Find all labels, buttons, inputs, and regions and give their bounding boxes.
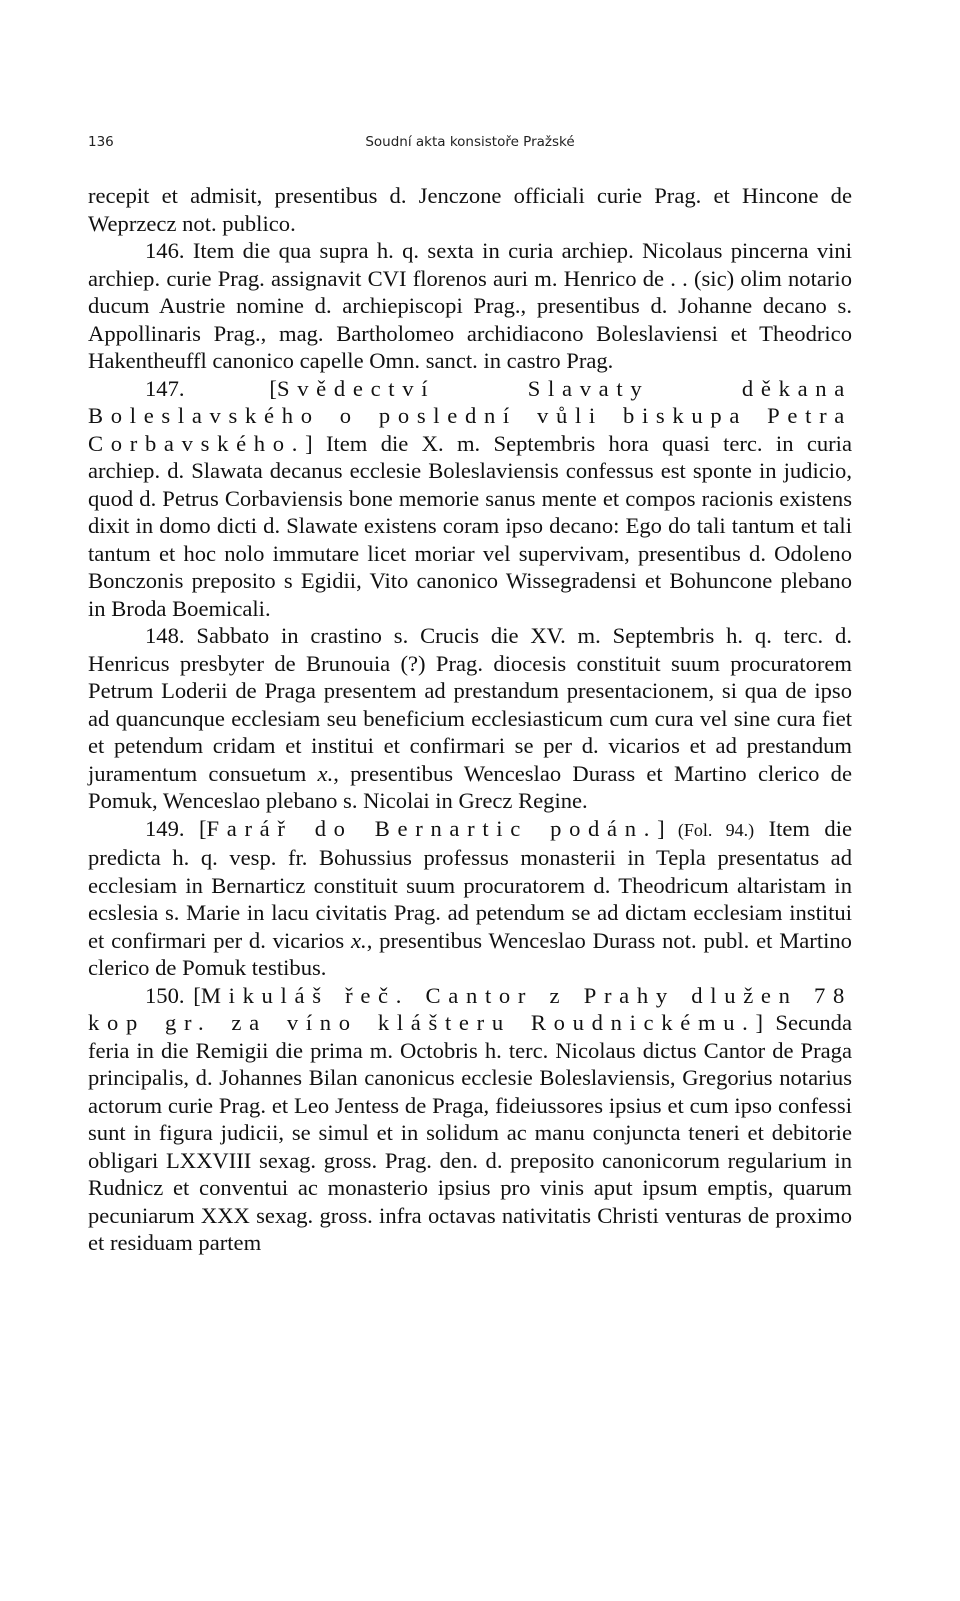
page-number: 136 [88, 134, 114, 150]
running-title: Soudní akta konsistoře Pražské [365, 134, 575, 150]
entry-149-number: 149. [ [145, 815, 207, 841]
entry-148 [88, 622, 852, 815]
entry-146-text: 146. Item die qua supra h. q. sexta in curia archiep. Nicolaus pincerna vini archiep. curie Prag. assignavit CVI florenos auri m. Henrico de . . (sic) olim notario ducum Austrie nomine d. archiepiscopi Prag., presentibus d. Johanne decano s. Appollinaris Prag., mag. Bartholomeo archidiacono Boleslaviensi et Theodrico Hakentheuffl canonico capelle Omn. sanct. in castro Prag. [88, 238, 852, 373]
entry-147-text: Item die X. m. Septembris hora quasi terc. in curia archiep. d. Slawata decanus ecclesie Boleslaviensis confessus est sponte in judicio, quod d. Petrus Corbaviensis bone memorie sanus mente et compos racionis existens dixit in domo dicti d. Slawate existens coram ipso decano: Ego do tali tantum et tali tantum et hoc nolo immutare licet moriar vel supervivam, presentibus d. Odoleno Bonczonis preposito s Egidii, Vito canonico Wissegradensi et Bohuncone plebano in Broda Boemicali. [88, 430, 852, 621]
etc-mark: x. [351, 927, 367, 953]
entry-150 [88, 982, 852, 1257]
entry-147-heading: Svědectví Slavaty děkana Boleslavského o poslední vůli biskupa Petra Corbavského. [88, 375, 852, 456]
entry-149 [88, 815, 852, 982]
entry-149-heading: Farář do Bernartic podán. [206, 815, 658, 841]
entry-150-text: Secunda feria in die Remigii die prima m. Octobris h. terc. Nicolaus dictus Cantor de Praga principalis, d. Johannes Bilan canonicus ecclesie Boleslaviensis, Gregorius notarius actorum curie Prag. et Leo Jentess de Praga, fideiussores ipsius et cum ipso confessi sunt in figura judicii, se simul et in solidum ac manu conjuncta teneri et debitorie obligari LXXVIII sexag. gross. Prag. den. d. preposito canonicorum regularium in Rudnicz et conventui ac monasterio ipsius pro vinis aput ipsum emptis, quarum pecuniarum XXX sexag. gross. infra octavas nativitatis Christi venturas de proximo et residuam partem [88, 1010, 852, 1255]
folio-reference: (Fol. 94.) [664, 819, 755, 840]
entry-146 [88, 237, 852, 375]
entry-149-text-b: , presentibus Wenceslao Durass not. publ. et Martino clerico de Pomuk testibus. [88, 927, 852, 980]
entry-150-number: 150. [ [145, 982, 201, 1008]
paragraph-continuation [88, 182, 852, 237]
entry-147 [88, 375, 852, 623]
entry-149-text-a: Item die predicta h. q. vesp. fr. Bohussius professus monasterii in Tepla presentatus ad ecclesiam in Bernarticz constituit suum procuratorem d. Theodricum altaristam in ecslesia s. Marie in lacu civitatis Prag. ad petendum se ad dictam ecclesiam institui et confirmari per d. vicarios [88, 815, 853, 953]
continuation-text: recepit et admisit, presentibus d. Jenczone officiali curie Prag. et Hincone de Weprzecz not. publico. [88, 183, 852, 236]
entry-149-bracket: ] [657, 815, 665, 841]
etc-mark: x. [317, 760, 334, 786]
entry-148-text-b: , presentibus Wenceslao Durass et Martino clerico de Pomuk, Wenceslao plebano s. Nicolai in Grecz Regine. [88, 760, 852, 813]
entry-150-bracket: ] [755, 1010, 764, 1035]
entry-150-heading: Mikuláš řeč. Cantor z Prahy dlužen 78 kop gr. za víno klášteru Roudnickému. [88, 982, 852, 1035]
entry-148-text-a: 148. Sabbato in crastino s. Crucis die XV. m. Septembris h. q. terc. d. Henricus presbyter de Brunouia (?) Prag. diocesis constituit suum procuratorem Petrum Loderii de Praga presentem ad prestandum presentacionem, si qua de ipso ad quancunque ecclesiam seu beneficium ecclesiasticum cum cura vel sine cura fiet et petendum cridam et institui et confirmari se per d. vicarios et ad prestandum juramentum consuetum [88, 623, 852, 786]
entry-147-bracket: ] [305, 430, 313, 456]
entry-147-number: 147. [ [145, 375, 277, 401]
page-header [88, 128, 852, 158]
document-body [88, 182, 852, 1257]
document-page [88, 128, 852, 1257]
